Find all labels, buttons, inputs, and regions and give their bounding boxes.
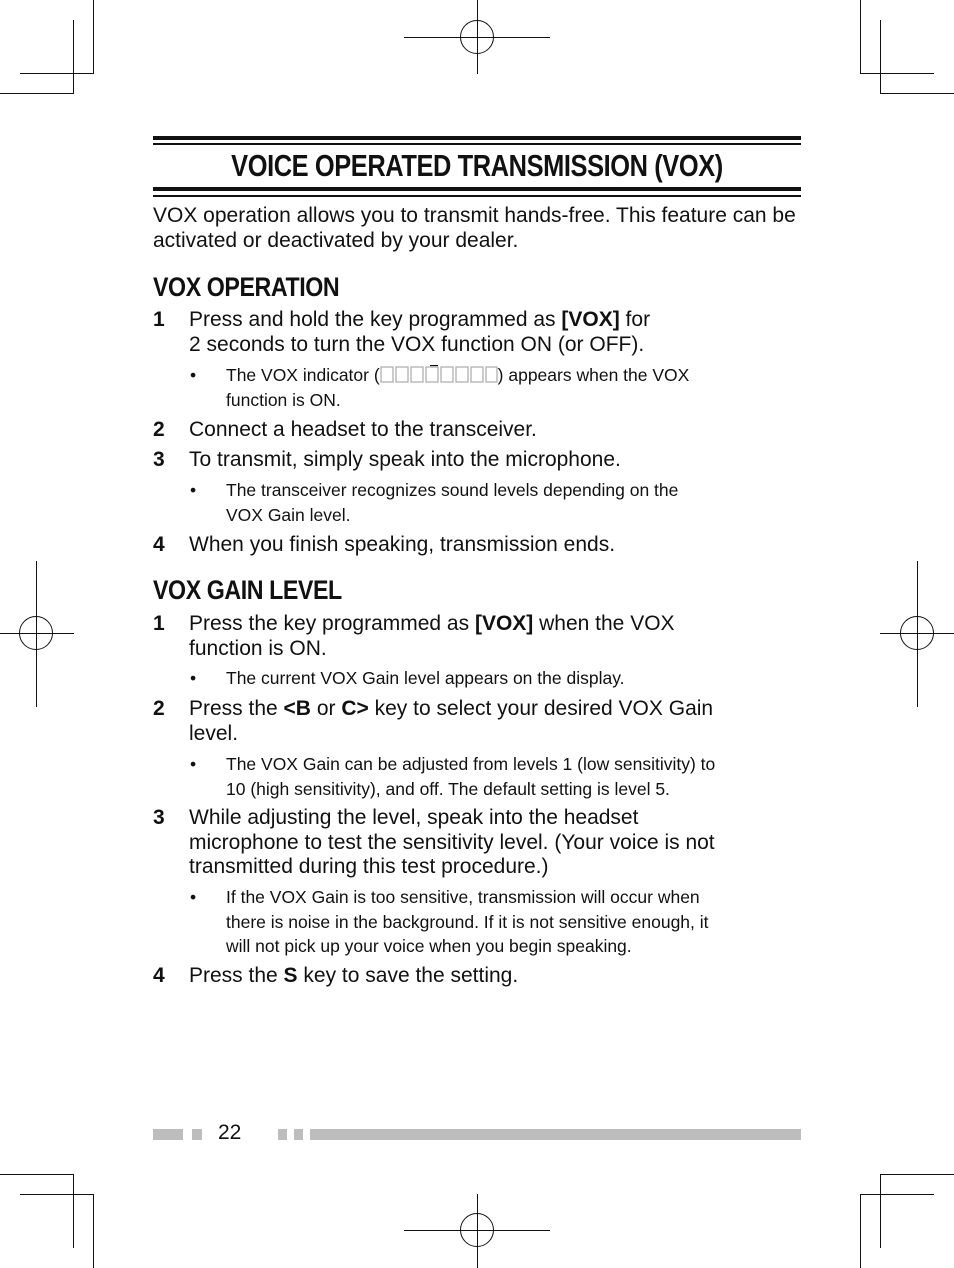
bullet: •	[190, 668, 197, 688]
crop-mark	[73, 1174, 74, 1248]
gain-step-2: 2 Press the <B or C> key to select your desired VOX Gain level.	[153, 697, 714, 745]
registration-circle	[460, 20, 494, 54]
step-3: 3 To transmit, simply speak into the microphone.	[153, 448, 621, 471]
crop-mark	[880, 93, 954, 94]
crop-mark	[0, 93, 74, 94]
intro-paragraph: VOX operation allows you to transmit hands-free. This feature can be activated or deactivated by your dealer.	[153, 204, 796, 252]
gain-step-3-note: • If the VOX Gain is too sensitive, transmission will occur when there is noise in the background. If it is not sensitive enough, it will not pick up your voice when you begin speaking.	[190, 887, 709, 956]
step-number: 4	[153, 533, 165, 556]
crop-mark	[93, 0, 94, 74]
crop-mark	[880, 1174, 954, 1175]
gain-step-1-note: • The current VOX Gain level appears on the display.	[190, 666, 805, 691]
bullet: •	[190, 887, 197, 907]
footer-bar-left	[153, 1129, 183, 1140]
gain-step-2-note: • The VOX Gain can be adjusted from levels 1 (low sensitivity) to 10 (high sensitivity), and off. The default setting is level 5.	[190, 754, 716, 799]
section-heading-vox-gain-level: VOX GAIN LEVEL	[153, 575, 342, 605]
vox-indicator-icon	[380, 365, 498, 384]
crop-mark	[880, 1174, 881, 1248]
title-rule-bottom-thin	[153, 195, 801, 197]
step-1: 1 Press and hold the key programmed as [VOX] for 2 seconds to turn the VOX function ON (or OFF).	[153, 308, 651, 356]
footer-bar-left-small	[192, 1129, 202, 1140]
crop-mark	[20, 1194, 94, 1195]
step-3-note: • The transceiver recognizes sound levels depending on the VOX Gain level.	[190, 480, 679, 525]
crop-mark	[93, 1194, 94, 1268]
title-rule-top-thin	[153, 143, 801, 145]
step-number: 1	[153, 308, 165, 331]
crop-mark	[0, 1174, 74, 1175]
crop-mark	[860, 0, 861, 74]
footer-bar-dot	[294, 1129, 303, 1140]
title-rule-bottom	[153, 187, 801, 191]
step-2: 2 Connect a headset to the transceiver.	[153, 418, 537, 441]
vox-key-label: [VOX]	[561, 308, 620, 331]
gain-step-3: 3 While adjusting the level, speak into the headset microphone to test the sensitivity level. (Your voice is not transmitted during this test procedure.)	[153, 806, 715, 878]
page-number: 22	[218, 1121, 242, 1144]
bullet: •	[190, 754, 197, 774]
key-c-label: C>	[341, 697, 369, 720]
crop-mark	[860, 1194, 934, 1195]
step-1-note: • The VOX indicator ( ) appears when the VOX function is ON.	[190, 365, 690, 410]
crop-mark	[860, 73, 934, 74]
vox-key-label: [VOX]	[474, 612, 534, 635]
section-heading-vox-operation: VOX OPERATION	[153, 272, 340, 302]
gain-step-1: 1 Press the key programmed as [VOX] when the VOX function is ON.	[153, 612, 675, 660]
registration-circle	[900, 616, 934, 650]
step-number: 4	[153, 964, 165, 987]
key-b-label: <B	[283, 697, 311, 720]
key-s-label: S	[283, 964, 298, 987]
step-number: 3	[153, 806, 165, 829]
registration-circle	[19, 616, 53, 650]
step-number: 3	[153, 448, 165, 471]
step-number: 1	[153, 612, 165, 635]
bullet: •	[190, 480, 197, 500]
step-number: 2	[153, 697, 165, 720]
registration-circle	[460, 1213, 494, 1247]
bullet: •	[190, 365, 197, 385]
footer-bar-dot	[278, 1129, 287, 1140]
footer-bar-right	[310, 1129, 801, 1140]
gain-step-4: 4 Press the S key to save the setting.	[153, 964, 519, 987]
step-4: 4 When you finish speaking, transmission ends.	[153, 533, 616, 556]
crop-mark	[860, 1194, 861, 1268]
title-rule-top	[153, 136, 801, 140]
crop-mark	[880, 20, 881, 94]
page-title: VOICE OPERATED TRANSMISSION (VOX)	[231, 148, 723, 183]
crop-mark	[20, 73, 94, 74]
step-number: 2	[153, 418, 165, 441]
crop-mark	[73, 20, 74, 94]
